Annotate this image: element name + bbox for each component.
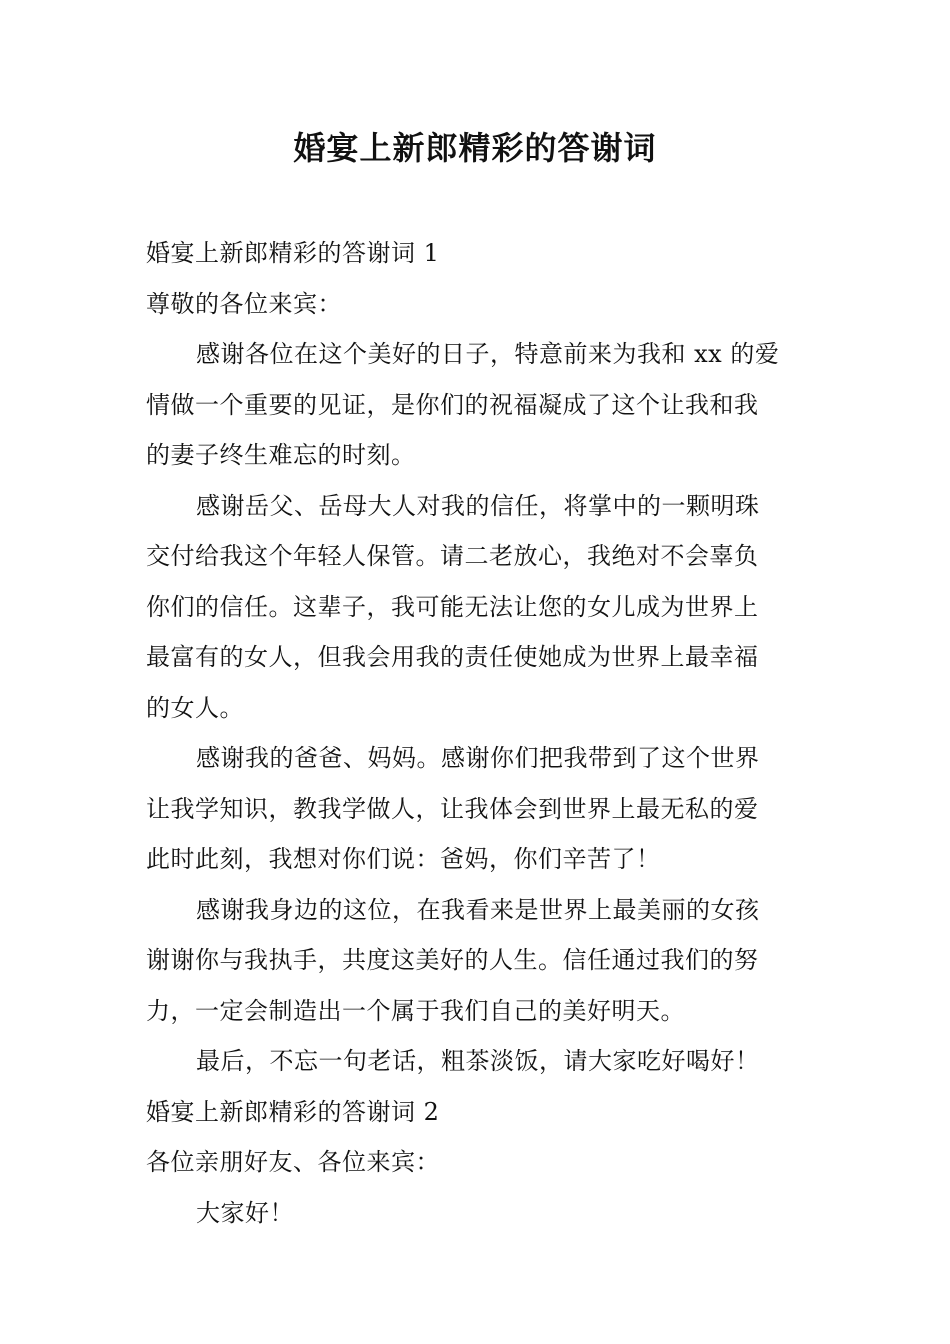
section-heading-2: 婚宴上新郎精彩的答谢词 2 <box>146 1097 440 1126</box>
paragraph-line: 力，一定会制造出一个属于我们自己的美好明天。 <box>146 996 685 1025</box>
document-title: 婚宴上新郎精彩的答谢词 <box>293 129 657 167</box>
paragraph-line: 此时此刻，我想对你们说：爸妈，你们辛苦了！ <box>146 845 661 873</box>
section-heading-1: 婚宴上新郎精彩的答谢词 1 <box>146 239 440 267</box>
paragraph-line: 感谢我身边的这位，在我看来是世界上最美丽的女孩 <box>196 895 760 924</box>
paragraph-line: 谢谢你与我执手，共度这美好的人生。信任通过我们的努 <box>146 946 759 974</box>
paragraph-line: 感谢各位在这个美好的日子，特意前来为我和 xx 的爱 <box>196 340 780 368</box>
paragraph-line: 情做一个重要的见证，是你们的祝福凝成了这个让我和我 <box>146 390 759 419</box>
paragraph-line: 的女人。 <box>146 693 244 722</box>
paragraph-line: 让我学知识，教我学做人，让我体会到世界上最无私的爱 <box>146 794 759 823</box>
paragraph-line: 最富有的女人，但我会用我的责任使她成为世界上最幸福 <box>146 643 759 671</box>
paragraph-line: 你们的信任。这辈子，我可能无法让您的女儿成为世界上 <box>146 592 759 621</box>
paragraph-line: 感谢岳父、岳母大人对我的信任，将掌中的一颗明珠 <box>196 491 760 520</box>
paragraph-line: 大家好！ <box>196 1198 294 1227</box>
document-body <box>146 228 810 1238</box>
paragraph-line: 最后，不忘一句老话，粗茶淡饭，请大家吃好喝好！ <box>196 1047 760 1075</box>
paragraph-line: 交付给我这个年轻人保管。请二老放心，我绝对不会辜负 <box>146 542 759 570</box>
paragraph-line: 的妻子终生难忘的时刻。 <box>146 441 416 469</box>
paragraph-line: 感谢我的爸爸、妈妈。感谢你们把我带到了这个世界 <box>196 744 760 772</box>
salutation-2: 各位亲朋好友、各位来宾： <box>146 1148 440 1176</box>
salutation-1: 尊敬的各位来宾： <box>146 289 342 318</box>
